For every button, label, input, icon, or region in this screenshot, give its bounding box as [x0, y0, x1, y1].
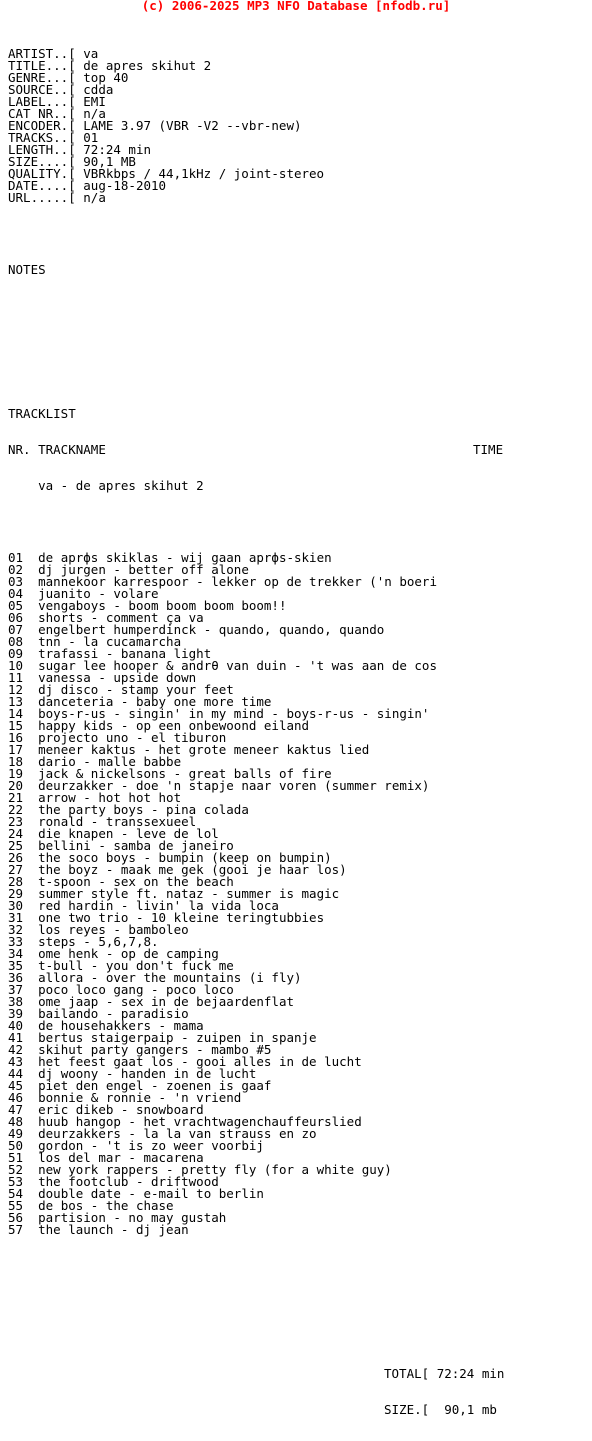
track-name: steps - 5,6,7,8. — [38, 934, 159, 949]
info-label: ENCODER.[ — [8, 118, 76, 133]
track-name: het feest gaat los - gooi alles in de lucht — [38, 1054, 362, 1069]
track-name: sugar lee hooper & andrθ van duin - 't was aan de cos — [38, 658, 437, 673]
track-name: summer style ft. nataz - summer is magic — [38, 886, 340, 901]
track-name: jack & nickelsons - great balls of fire — [38, 766, 332, 781]
info-label: DATE....[ — [8, 178, 76, 193]
track-name: the footclub - driftwood — [38, 1174, 219, 1189]
track-name: de bos - the chase — [38, 1198, 174, 1213]
info-value: va — [83, 46, 99, 61]
track-name: poco loco gang - poco loco — [38, 982, 234, 997]
track-name: vengaboys - boom boom boom boom!! — [38, 598, 287, 613]
track-name: bonnie & ronnie - 'n vriend — [38, 1090, 242, 1105]
track-number: 01 — [8, 550, 24, 565]
track-name: red hardin - livin' la vida loca — [38, 898, 279, 913]
track-name: dj disco - stamp your feet — [38, 682, 234, 697]
track-name: partision - no may gustah — [38, 1210, 227, 1225]
track-number: 14 — [8, 706, 24, 721]
track-number: 24 — [8, 826, 24, 841]
track-name: happy kids - op een onbewoond eiland — [38, 718, 310, 733]
track-name: deurzakkers - la la van strauss en zo — [38, 1126, 317, 1141]
info-label: LENGTH..[ — [8, 142, 76, 157]
track-name: engelbert humperdinck - quando, quando, quando — [38, 622, 385, 637]
track-name: piet den engel - zoenen is gaaf — [38, 1078, 272, 1093]
track-number: 37 — [8, 982, 24, 997]
track-number: 23 — [8, 814, 24, 829]
track-name: t-spoon - sex on the beach — [38, 874, 234, 889]
track-number: 32 — [8, 922, 24, 937]
track-row — [8, 1224, 592, 1236]
track-number: 43 — [8, 1054, 24, 1069]
track-name: new york rappers - pretty fly (for a white guy) — [38, 1162, 392, 1177]
track-number: 45 — [8, 1078, 24, 1093]
track-name: arrow - hot hot hot — [38, 790, 182, 805]
track-name: de househakkers - mama — [38, 1018, 204, 1033]
track-name: bertus staigerpaip - zuipen in spanje — [38, 1030, 317, 1045]
track-number: 54 — [8, 1186, 24, 1201]
track-number: 38 — [8, 994, 24, 1009]
track-number: 57 — [8, 1222, 24, 1237]
track-name: eric dikeb - snowboard — [38, 1102, 204, 1117]
track-name: deurzakker - doe 'n stapje naar voren (summer remix) — [38, 778, 430, 793]
info-label: SOURCE..[ — [8, 82, 76, 97]
track-name: trafassi - banana light — [38, 646, 212, 661]
track-name: dj woony - handen in de lucht — [38, 1066, 257, 1081]
track-number: 25 — [8, 838, 24, 853]
track-number: 47 — [8, 1102, 24, 1117]
tracklist-header: TRACKLIST — [8, 406, 76, 421]
track-number: 18 — [8, 754, 24, 769]
track-name: die knapen - leve de lol — [38, 826, 219, 841]
track-number: 36 — [8, 970, 24, 985]
info-value: LAME 3.97 (VBR -V2 --vbr-new) — [83, 118, 302, 133]
nfo-document — [8, 24, 592, 1440]
track-number: 56 — [8, 1210, 24, 1225]
track-number: 41 — [8, 1030, 24, 1045]
track-name: vanessa - upside down — [38, 670, 197, 685]
track-number: 39 — [8, 1006, 24, 1021]
track-name: juanito - volare — [38, 586, 159, 601]
info-label: SIZE....[ — [8, 154, 76, 169]
track-number: 10 — [8, 658, 24, 673]
track-number: 52 — [8, 1162, 24, 1177]
track-number: 13 — [8, 694, 24, 709]
track-number: 27 — [8, 862, 24, 877]
tracklist-column-header — [8, 444, 592, 456]
track-number: 42 — [8, 1042, 24, 1057]
track-name: ome henk - op de camping — [38, 946, 219, 961]
track-number: 22 — [8, 802, 24, 817]
track-number: 33 — [8, 934, 24, 949]
info-label: LABEL...[ — [8, 94, 76, 109]
track-list — [8, 552, 592, 1236]
track-number: 53 — [8, 1174, 24, 1189]
track-name: dario - malle babbe — [38, 754, 182, 769]
info-value: n/a — [83, 106, 106, 121]
info-label: URL.....[ — [8, 190, 76, 205]
track-number: 46 — [8, 1090, 24, 1105]
track-number: 29 — [8, 886, 24, 901]
track-number: 16 — [8, 730, 24, 745]
column-time: TIME — [473, 442, 504, 457]
track-number: 51 — [8, 1150, 24, 1165]
info-value: n/a — [83, 190, 106, 205]
track-number: 26 — [8, 850, 24, 865]
track-name: t-bull - you don't fuck me — [38, 958, 234, 973]
info-value: 72:24 min — [83, 142, 151, 157]
track-name: the boyz - maak me gek (gooi je haar los) — [38, 862, 347, 877]
track-number: 06 — [8, 610, 24, 625]
track-number: 08 — [8, 634, 24, 649]
track-name: the soco boys - bumpin (keep on bumpin) — [38, 850, 332, 865]
track-name: de aprфs skiklas - wij gaan aprфs-skien — [38, 550, 332, 565]
track-name: danceteria - baby one more time — [38, 694, 272, 709]
track-number: 48 — [8, 1114, 24, 1129]
track-number: 31 — [8, 910, 24, 925]
info-label: ARTIST..[ — [8, 46, 76, 61]
track-number: 35 — [8, 958, 24, 973]
track-name: skihut party gangers - mambo #5 — [38, 1042, 272, 1057]
info-value: top 40 — [83, 70, 129, 85]
track-number: 30 — [8, 898, 24, 913]
track-name: bailando - paradisio — [38, 1006, 189, 1021]
info-value: 90,1 MB — [83, 154, 136, 169]
track-name: bellini - samba de janeiro — [38, 838, 234, 853]
track-name: projecto uno - el tiburon — [38, 730, 227, 745]
track-number: 17 — [8, 742, 24, 757]
track-number: 20 — [8, 778, 24, 793]
track-name: dj jurgen - better off alone — [38, 562, 249, 577]
release-info — [8, 48, 592, 204]
track-number: 03 — [8, 574, 24, 589]
track-number: 40 — [8, 1018, 24, 1033]
track-name: allora - over the mountains (i fly) — [38, 970, 302, 985]
info-value: cdda — [83, 82, 114, 97]
notes-header: NOTES — [8, 262, 46, 277]
track-number: 04 — [8, 586, 24, 601]
track-name: the launch - dj jean — [38, 1222, 189, 1237]
footer-total: TOTAL[ 72:24 min — [384, 1366, 505, 1381]
track-name: tnn - la cucamarcha — [38, 634, 182, 649]
info-label: TITLE...[ — [8, 58, 76, 73]
track-number: 55 — [8, 1198, 24, 1213]
track-number: 19 — [8, 766, 24, 781]
track-number: 12 — [8, 682, 24, 697]
track-number: 50 — [8, 1138, 24, 1153]
track-number: 02 — [8, 562, 24, 577]
column-trackname: TRACKNAME — [38, 442, 106, 457]
track-number: 05 — [8, 598, 24, 613]
track-name: boys-r-us - singin' in my mind - boys-r-us - singin' — [38, 706, 430, 721]
info-value: EMI — [83, 94, 106, 109]
info-label: CAT NR..[ — [8, 106, 76, 121]
track-name: ronald - transsexueel — [38, 814, 197, 829]
track-number: 09 — [8, 646, 24, 661]
track-name: huub hangop - het vrachtwagenchauffeurslied — [38, 1114, 362, 1129]
track-number: 34 — [8, 946, 24, 961]
track-number: 11 — [8, 670, 24, 685]
info-value: 01 — [83, 130, 99, 145]
album-line: va - de apres skihut 2 — [38, 478, 204, 493]
info-label: GENRE...[ — [8, 70, 76, 85]
column-nr: NR. — [8, 442, 31, 457]
copyright-banner: (c) 2006-2025 MP3 NFO Database [nfodb.ru] — [141, 0, 451, 13]
footer-size: SIZE.[ 90,1 mb — [384, 1402, 497, 1417]
info-row — [8, 192, 592, 204]
track-name: one two trio - 10 kleine teringtubbies — [38, 910, 325, 925]
track-name: the party boys - pina colada — [38, 802, 249, 817]
track-number: 28 — [8, 874, 24, 889]
info-label: TRACKS..[ — [8, 130, 76, 145]
info-label: QUALITY.[ — [8, 166, 76, 181]
track-name: double date - e-mail to berlin — [38, 1186, 264, 1201]
track-name: shorts - comment ҫa va — [38, 610, 204, 625]
track-name: los del mar - macarena — [38, 1150, 204, 1165]
track-number: 44 — [8, 1066, 24, 1081]
info-value: aug-18-2010 — [83, 178, 167, 193]
track-name: ome jaap - sex in de bejaardenflat — [38, 994, 294, 1009]
track-name: mannekoor karrespoor - lekker op de trekker ('n boeri — [38, 574, 437, 589]
track-name: gordon - 't is zo weer voorbij — [38, 1138, 264, 1153]
track-number: 15 — [8, 718, 24, 733]
track-number: 21 — [8, 790, 24, 805]
info-value: de apres skihut 2 — [83, 58, 212, 73]
info-value: VBRkbps / 44,1kHz / joint-stereo — [83, 166, 325, 181]
track-number: 07 — [8, 622, 24, 637]
track-name: los reyes - bamboleo — [38, 922, 189, 937]
track-number: 49 — [8, 1126, 24, 1141]
track-name: meneer kaktus - het grote meneer kaktus lied — [38, 742, 370, 757]
